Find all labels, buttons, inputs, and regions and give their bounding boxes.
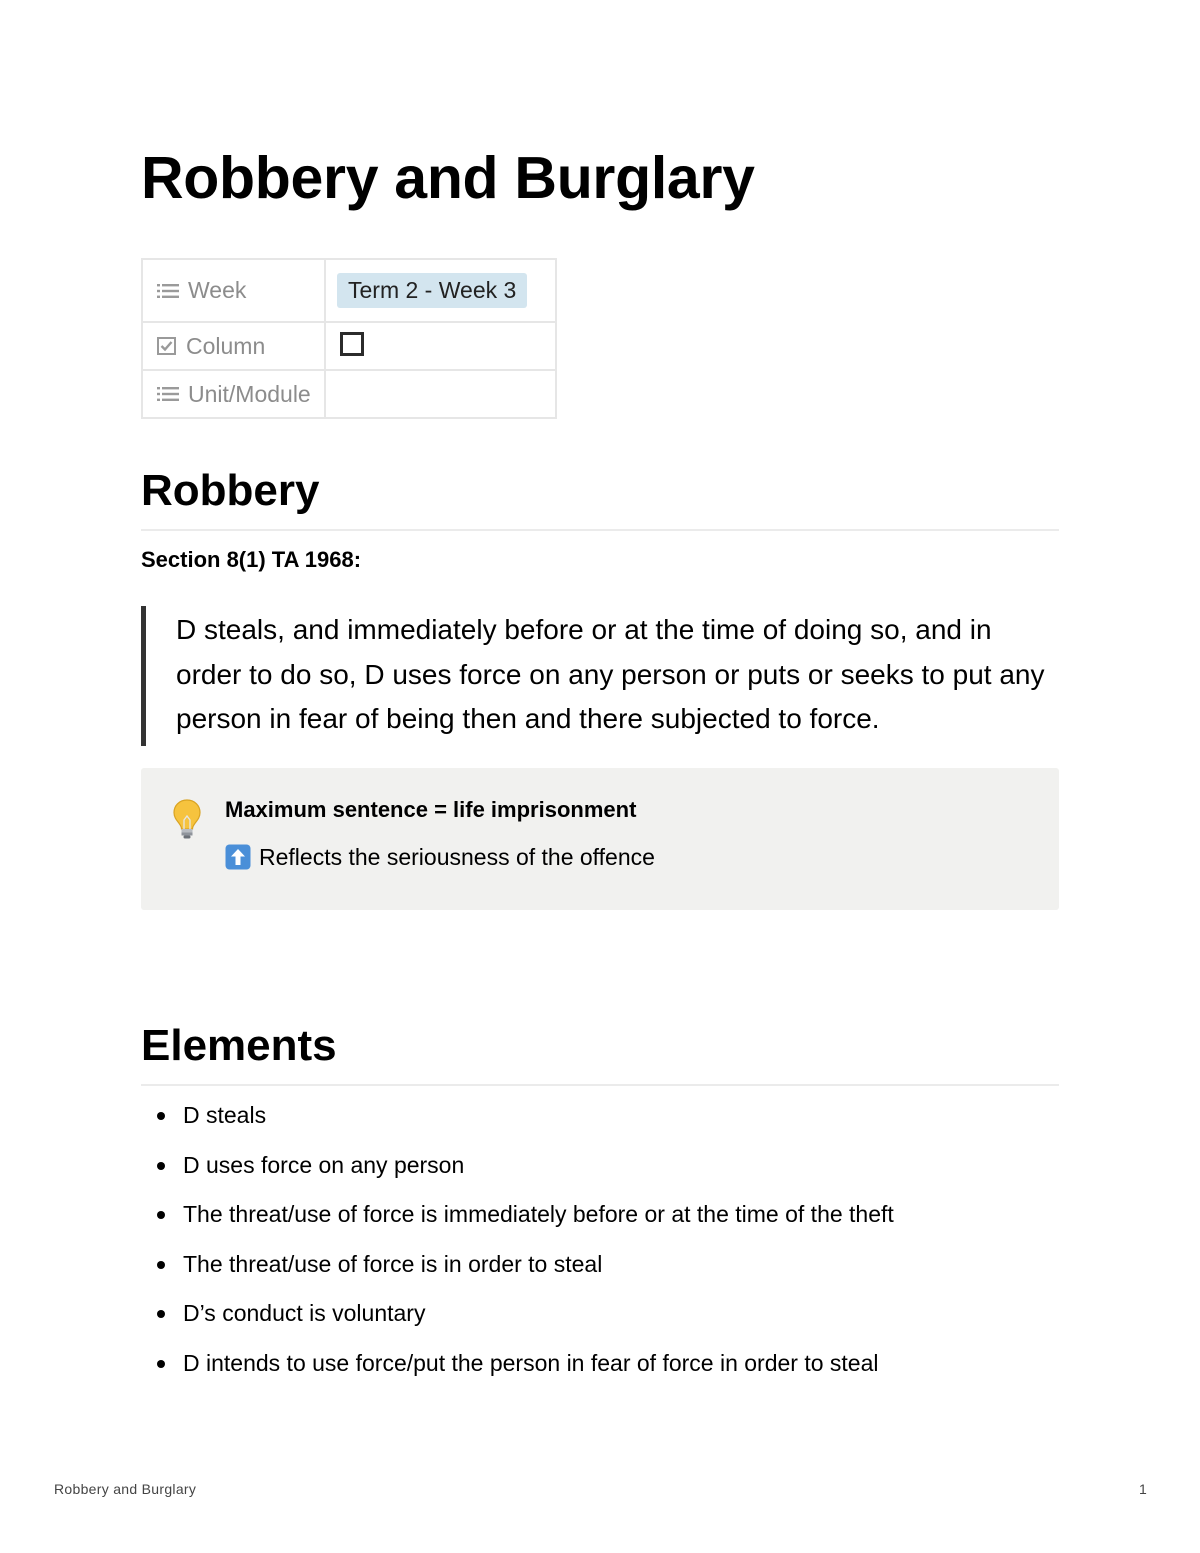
list-item: The threat/use of force is in order to steal	[141, 1247, 894, 1282]
list-item: D uses force on any person	[141, 1148, 894, 1183]
property-value[interactable]	[325, 370, 556, 418]
list-item: D steals	[141, 1098, 894, 1133]
footer-title: Robbery and Burglary	[54, 1481, 197, 1497]
property-row-week	[142, 259, 556, 322]
property-row-column	[142, 322, 556, 370]
bullet-icon	[157, 1310, 165, 1318]
property-label-column: Column	[186, 332, 266, 359]
property-value[interactable]	[325, 259, 556, 322]
callout-title: Maximum sentence = life imprisonment	[225, 797, 637, 822]
list-item: D intends to use force/put the person in fear of force in order to steal	[141, 1346, 894, 1381]
callout-body	[225, 842, 655, 872]
list-icon	[157, 283, 179, 299]
property-row-unit	[142, 370, 556, 418]
property-key	[142, 322, 325, 370]
elements-heading: Elements	[141, 1020, 1059, 1086]
section-reference: Section 8(1) TA 1968:	[141, 547, 362, 572]
lightbulb-icon	[172, 798, 202, 840]
column-checkbox[interactable]	[340, 332, 364, 356]
bullet-icon	[157, 1261, 165, 1269]
list-icon	[157, 386, 179, 402]
callout-body-text: Reflects the seriousness of the offence	[259, 844, 655, 870]
elements-list	[141, 1098, 894, 1395]
bullet-icon	[157, 1360, 165, 1368]
property-key	[142, 370, 325, 418]
page-number: 1	[1139, 1481, 1147, 1497]
bullet-icon	[157, 1162, 165, 1170]
list-item: D’s conduct is voluntary	[141, 1296, 894, 1331]
week-tag[interactable]: Term 2 - Week 3	[337, 273, 527, 308]
up-arrow-icon	[225, 844, 251, 870]
bullet-icon	[157, 1112, 165, 1120]
statute-quote-text: D steals, and immediately before or at the time of doing so, and in order to do so, D uses force on any person or puts or seeks to put any person in fear of being then and there subjected to force.	[176, 614, 1045, 734]
robbery-heading: Robbery	[141, 465, 1059, 531]
callout	[141, 768, 1059, 910]
property-value[interactable]	[325, 322, 556, 370]
statute-quote	[141, 606, 1059, 746]
property-label-unit-module: Unit/Module	[188, 380, 311, 407]
list-item: The threat/use of force is immediately before or at the time of the theft	[141, 1197, 894, 1232]
property-key	[142, 259, 325, 322]
page-title: Robbery and Burglary	[141, 145, 755, 211]
bullet-icon	[157, 1211, 165, 1219]
properties-table	[141, 258, 557, 419]
property-label-week: Week	[188, 277, 247, 303]
checkbox-icon	[157, 337, 177, 355]
